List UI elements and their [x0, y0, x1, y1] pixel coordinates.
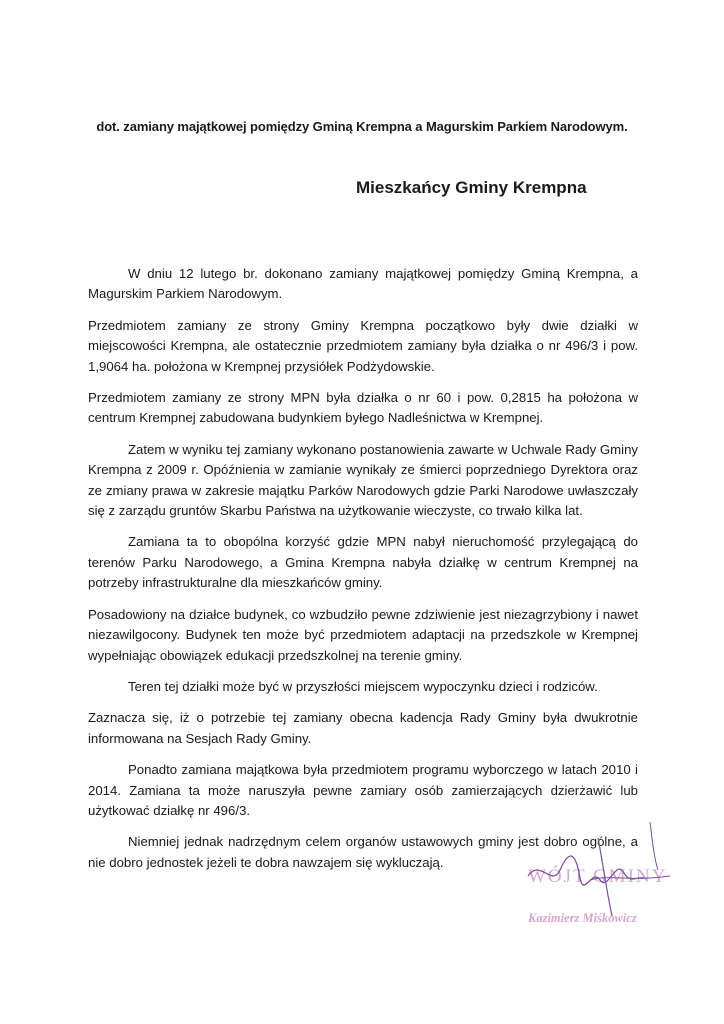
subject-line: dot. zamiany majątkowej pomiędzy Gminą Krempna a Magurskim Parkiem Narodowym.	[96, 119, 628, 134]
handwritten-signature	[520, 818, 680, 928]
paragraph-6: Posadowiony na działce budynek, co wzbudziło pewne zdziwienie jest niezagrzybiony i nawet niezawilgocony. Budynek ten może być przedmiotem adaptacji na przedszkole w Krempnej wypełniając obowiązek edukacji przedszkolnej na terenie gminy.	[88, 606, 638, 663]
paragraph-1: W dniu 12 lutego br. dokonano zamiany majątkowej pomiędzy Gminą Krempna, a Magurskim Parkiem Narodowym.	[88, 266, 638, 302]
paragraph-10: Niemniej jednak nadrzędnym celem organów ustawowych gminy jest dobro ogólne, a nie dobro jednostek jeżeli te dobra nawzajem się wykluczają.	[88, 834, 638, 870]
stamp-title: WÓJT GMINY	[528, 866, 668, 887]
paragraph-4: Zatem w wyniku tej zamiany wykonano postanowienia zawarte w Uchwale Rady Gminy Krempna z 2009 r. Opóźnienia w zamianie wynikały ze śmierci poprzedniego Dyrektora oraz ze zmiany prawa w zakresie majątku Parków Narodowych gdzie Parki Narodowe uwłaszczały się z zarządu gruntów Skarbu Państwa na użytkowanie wieczyste, co trwało kilka lat.	[88, 441, 638, 519]
paragraph-8: Zaznacza się, iż o potrzebie tej zamiany obecna kadencja Rady Gminy była dwukrotnie informowana na Sesjach Rady Gminy.	[88, 710, 638, 746]
stamp-name: Kazimierz Miśkowicz	[528, 911, 637, 925]
paragraph-2: Przedmiotem zamiany ze strony Gminy Krempna początkowo były dwie działki w miejscowości Krempna, ale ostatecznie przedmiotem zamiany była działka o nr 496/3 i pow. 1,9064 ha. położona w Krempnej przysiółek Podżydowskie.	[88, 317, 638, 374]
paragraph-7: Teren tej działki może być w przyszłości miejscem wypoczynku dzieci i rodziców.	[128, 678, 598, 694]
paragraph-9: Ponadto zamiana majątkowa była przedmiotem programu wyborczego w latach 2010 i 2014. Zamiana ta może naruszyła pewne zamiary osób zamierzających dzierżawić lub użytkować działkę nr 496/3.	[88, 762, 638, 818]
paragraph-5: Zamiana ta to obopólna korzyść gdzie MPN nabył nieruchomość przylegającą do terenów Parku Narodowego, a Gmina Krempna nabyła działkę w centrum Krempnej na potrzeby infrastrukturalne dla mieszkańców gminy.	[88, 534, 638, 591]
letter-body	[88, 264, 638, 884]
paragraph-3: Przedmiotem zamiany ze strony MPN była działka o nr 60 i pow. 0,2815 ha położona w centrum Krempnej zabudowana budynkiem byłego Nadleśnictwa w Krempnej.	[88, 390, 638, 426]
addressee-heading: Mieszkańcy Gminy Krempna	[356, 178, 587, 197]
